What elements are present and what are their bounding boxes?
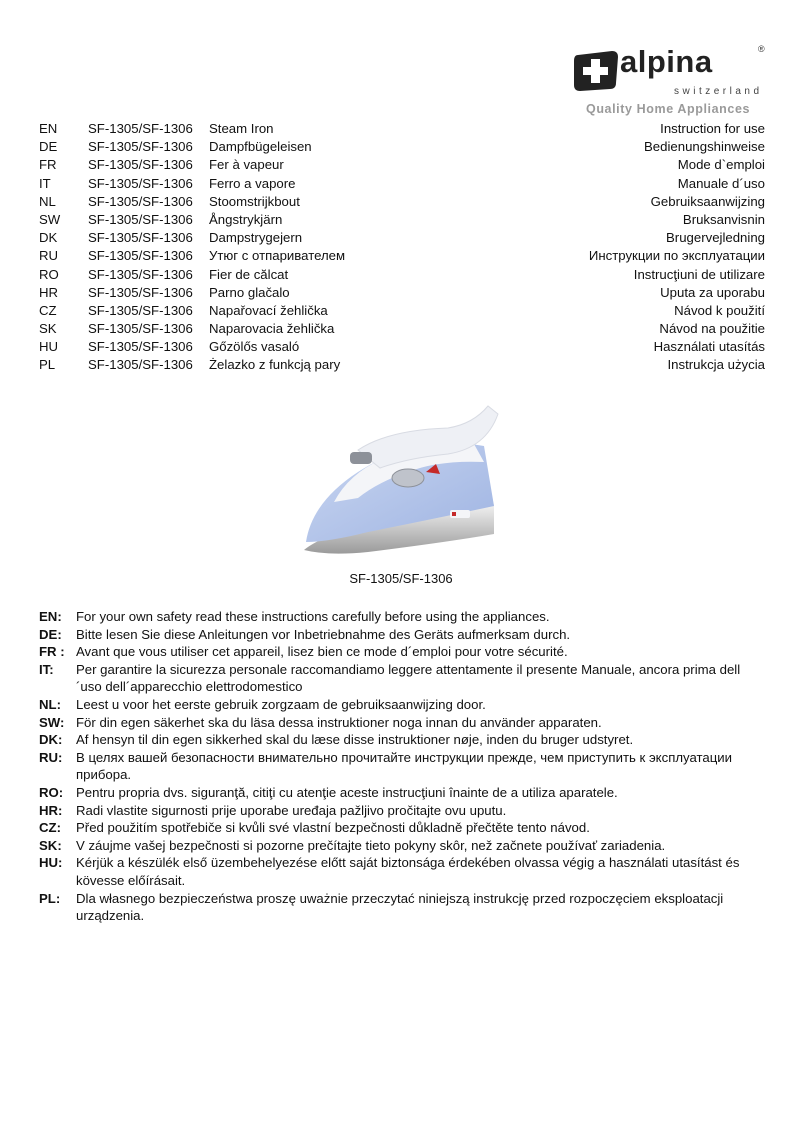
language-row <box>39 339 765 357</box>
note-text: V záujme vašej bezpečnosti si pozorne prečítajte tieto pokyny skôr, než začnete používať zariadenia. <box>76 837 666 853</box>
language-row <box>39 121 765 139</box>
model-number: SF-1305/SF-1306 <box>88 139 193 155</box>
language-code: DK <box>39 230 58 246</box>
model-number: SF-1305/SF-1306 <box>88 266 193 282</box>
model-number: SF-1305/SF-1306 <box>88 302 193 318</box>
safety-note <box>39 643 769 661</box>
language-code: SK <box>39 321 57 337</box>
document-title: Instrukcja użycia <box>667 357 765 373</box>
note-language-code: SK: <box>39 837 62 853</box>
model-number: SF-1305/SF-1306 <box>88 211 193 227</box>
language-row <box>39 321 765 339</box>
note-text: Před použitím spotřebiče si kvůli své vlastní bezpečnosti důkladně přečtěte tento návod. <box>76 820 590 836</box>
language-table <box>39 121 765 376</box>
safety-note <box>39 784 769 802</box>
language-code: RU <box>39 248 59 264</box>
document-title: Bruksanvisnin <box>682 211 765 227</box>
product-name: Parno glačalo <box>209 284 290 300</box>
registered-mark: ® <box>758 44 765 54</box>
language-row <box>39 285 765 303</box>
document-title: Bedienungshinweise <box>644 139 765 155</box>
safety-note <box>39 714 769 732</box>
document-title: Manuale d´uso <box>677 175 765 191</box>
note-language-code: RU: <box>39 749 63 765</box>
language-row <box>39 176 765 194</box>
product-name: Gőzölős vasaló <box>209 339 300 355</box>
language-row <box>39 212 765 230</box>
safety-note <box>39 608 769 626</box>
language-row <box>39 267 765 285</box>
language-row <box>39 139 765 157</box>
document-title: Instrucţiuni de utilizare <box>633 266 765 282</box>
product-name: Утюг с отпаривателем <box>209 248 346 264</box>
safety-note <box>39 802 769 820</box>
model-number: SF-1305/SF-1306 <box>88 121 193 136</box>
language-code: PL <box>39 357 56 373</box>
document-title: Mode d`emploi <box>677 157 765 173</box>
product-name: Żelazko z funkcją pary <box>209 357 341 373</box>
language-code: HR <box>39 284 59 300</box>
language-row <box>39 248 765 266</box>
note-text: Af hensyn til din egen sikkerhed skal du læse disse instruktioner nøje, inden du bruger udstyret. <box>76 732 634 748</box>
language-row <box>39 357 765 375</box>
safety-note <box>39 837 769 855</box>
document-title: Návod k použití <box>674 302 765 318</box>
safety-note <box>39 626 769 644</box>
note-text: В целях вашей безопасности внимательно прочитайте инструкции прежде, чем приступить к эксплуатации прибора. <box>76 749 733 783</box>
safety-notes <box>39 608 769 925</box>
note-text: Radi vlastite sigurnosti prije uporabe uređaja pažljivo pročitajte ovu uputu. <box>76 802 507 818</box>
language-code: HU <box>39 339 59 355</box>
steam-iron-image <box>298 402 766 570</box>
language-code: RO <box>39 266 59 282</box>
language-code: NL <box>39 193 56 209</box>
note-text: Kérjük a készülék első üzembehelyezése előtt saját biztonsága érdekében olvassa végig a használati utasítást és kövesse előírásait. <box>76 855 740 888</box>
note-language-code: DE: <box>39 626 62 642</box>
product-name: Dampfbügeleisen <box>209 139 312 155</box>
language-code: DE <box>39 139 58 155</box>
model-number: SF-1305/SF-1306 <box>88 157 193 173</box>
document-title: Gebruiksaanwijzing <box>650 193 765 209</box>
language-code: EN <box>39 121 58 136</box>
model-number: SF-1305/SF-1306 <box>88 284 193 300</box>
language-row <box>39 194 765 212</box>
product-name: Stoomstrijkbout <box>209 193 300 209</box>
product-name: Ångstrykjärn <box>209 211 283 227</box>
logo-subtitle: switzerland <box>674 86 763 97</box>
document-title: Инструкции по эксплуатации <box>588 248 765 264</box>
document-title: Használati utasítás <box>653 339 765 355</box>
logo-brand: alpina <box>620 44 713 79</box>
swiss-cross-shield-icon <box>572 49 622 93</box>
language-row <box>39 157 765 175</box>
language-code: SW <box>39 211 61 227</box>
safety-note <box>39 661 769 696</box>
document-title: Uputa za uporabu <box>660 284 765 300</box>
safety-note <box>39 749 769 784</box>
note-language-code: EN: <box>39 609 62 624</box>
document-title: Instruction for use <box>660 121 765 136</box>
language-code: FR <box>39 157 57 173</box>
safety-note <box>39 696 769 714</box>
product-name: Fer à vapeur <box>209 157 284 173</box>
note-text: Pentru propria dvs. siguranţă, citiţi cu atenţie aceste instrucţiuni înainte de a utiliza aparatele. <box>76 784 618 800</box>
note-text: Per garantire la sicurezza personale raccomandiamo leggere attentamente il presente Manuale, ancora prima dell ´uso dell´apparecchio elettrodomestico <box>76 661 741 695</box>
safety-note <box>39 731 769 749</box>
language-row <box>39 230 765 248</box>
model-number: SF-1305/SF-1306 <box>88 321 193 337</box>
product-name: Dampstrygejern <box>209 230 303 246</box>
note-language-code: FR : <box>39 644 65 660</box>
model-number: SF-1305/SF-1306 <box>88 193 193 209</box>
note-language-code: IT: <box>39 661 54 677</box>
document-title: Návod na použitie <box>659 321 765 337</box>
safety-note <box>39 854 769 889</box>
product-name: Fier de călcat <box>209 266 289 282</box>
product-name: Naparovacia žehlička <box>209 321 335 337</box>
model-number: SF-1305/SF-1306 <box>88 175 193 191</box>
note-language-code: RO: <box>39 784 64 800</box>
note-language-code: PL: <box>39 890 61 906</box>
safety-note <box>39 890 769 925</box>
note-text: Leest u voor het eerste gebruik zorgzaam de gebruiksaanwijzing door. <box>76 696 486 712</box>
product-caption: SF-1305/SF-1306 <box>349 571 453 586</box>
model-number: SF-1305/SF-1306 <box>88 248 193 264</box>
document-title: Brugervejledning <box>666 230 765 246</box>
note-language-code: SW: <box>39 714 65 730</box>
model-number: SF-1305/SF-1306 <box>88 339 193 355</box>
model-number: SF-1305/SF-1306 <box>88 230 193 246</box>
note-text: För din egen säkerhet ska du läsa dessa instruktioner noga innan du använder apparaten. <box>76 714 602 730</box>
language-code: IT <box>39 175 51 191</box>
safety-note <box>39 819 769 837</box>
logo-tagline: Quality Home Appliances <box>586 102 751 116</box>
note-text: Bitte lesen Sie diese Anleitungen vor Inbetriebnahme des Geräts aufmerksam durch. <box>76 626 571 642</box>
note-language-code: DK: <box>39 732 63 748</box>
product-name: Steam Iron <box>209 121 274 136</box>
note-text: Avant que vous utiliser cet appareil, lisez bien ce mode d´emploi pour votre sécurité. <box>76 644 568 660</box>
note-language-code: HU: <box>39 855 63 871</box>
note-text: Dla własnego bezpieczeństwa proszę uważnie przeczytać niniejszą instrukcję przed rozpoczęciem eksploatacji urządzenia. <box>76 890 724 924</box>
note-text: For your own safety read these instructions carefully before using the appliances. <box>76 609 550 624</box>
alpina-logo <box>570 44 770 122</box>
language-row <box>39 303 765 321</box>
note-language-code: NL: <box>39 696 61 712</box>
note-language-code: CZ: <box>39 820 61 836</box>
language-code: CZ <box>39 302 57 318</box>
model-number: SF-1305/SF-1306 <box>88 357 193 373</box>
product-name: Ferro a vapore <box>209 175 296 191</box>
note-language-code: HR: <box>39 802 63 818</box>
product-name: Napařovací žehlička <box>209 302 328 318</box>
